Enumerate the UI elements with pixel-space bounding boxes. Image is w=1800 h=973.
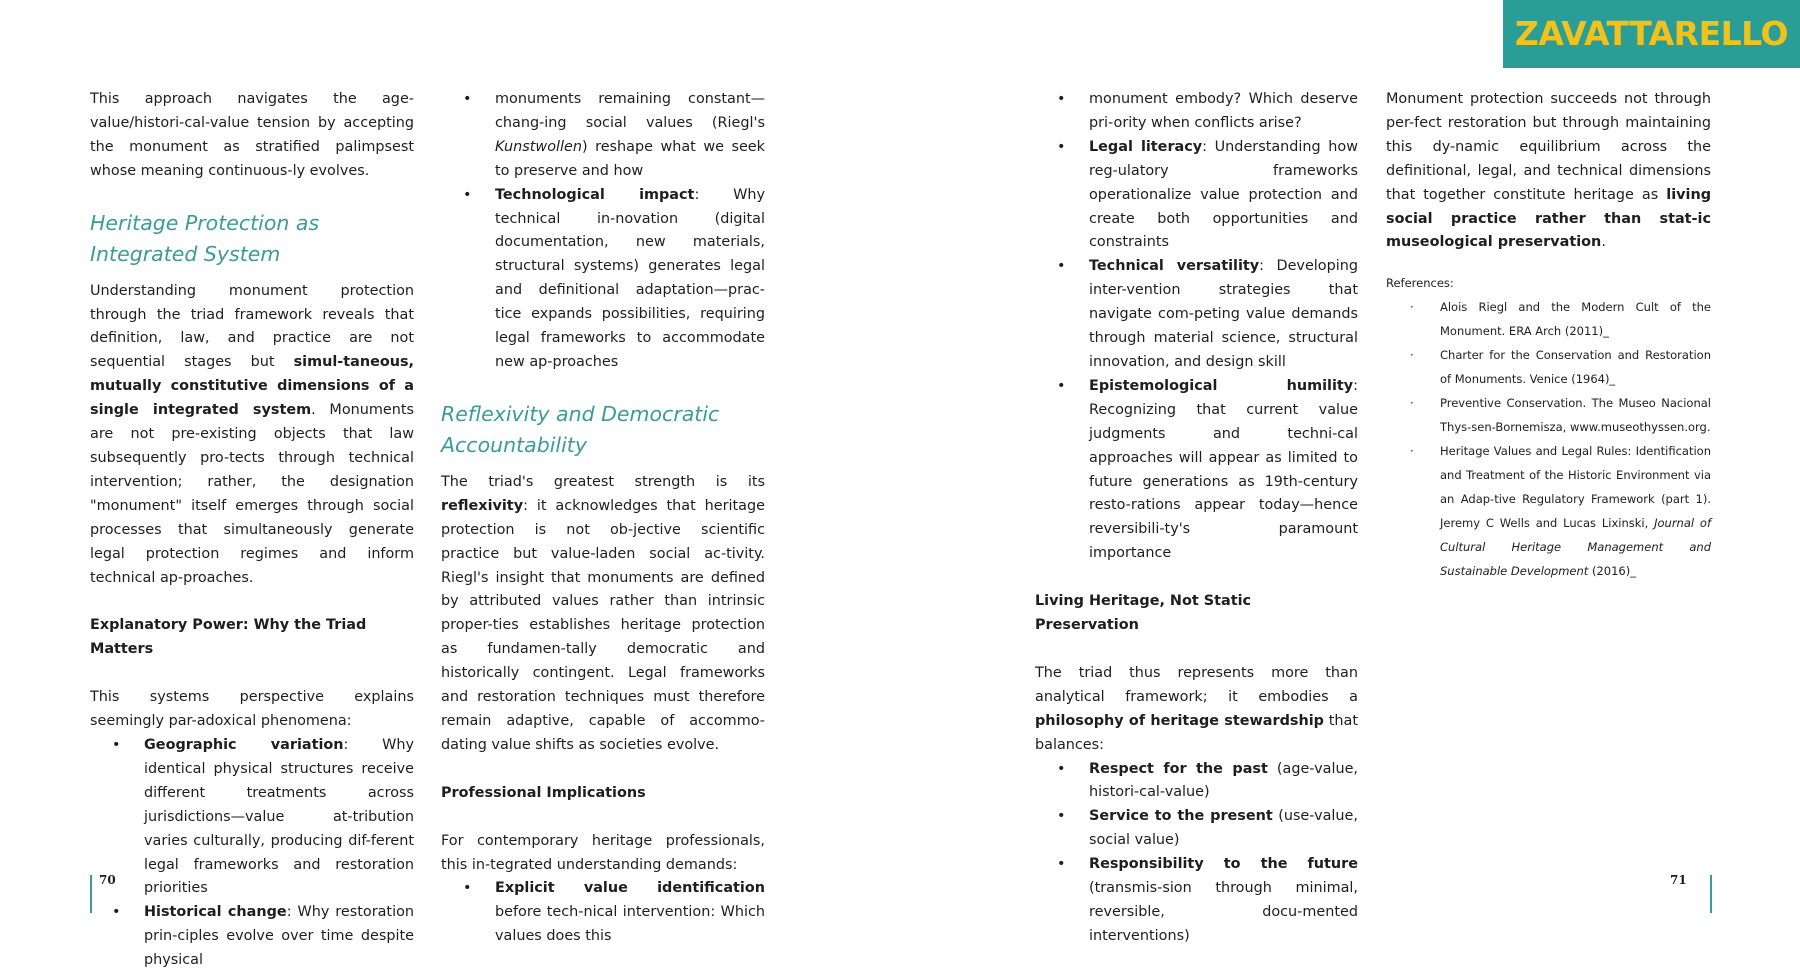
paragraph-intro: This approach navigates the age-value/histori-cal-value tension by accepting the monument as stratified palimpsest whose meaning continuous-ly evolves. bbox=[90, 91, 414, 179]
heading-living-heritage: Living Heritage, Not Static Preservation bbox=[1035, 593, 1252, 634]
paragraph-reflexivity: The triad's greatest strength is its reflexivity: it acknowledges that heritage protection is not ob-jective scientific practice but value-laden social ac-tivity. Riegl's insight that monuments are defined by attributed values rather than intrinsic proper-ties establishes heritage protection as fundamen-tally democratic and historically contingent. Legal frameworks and restoration techniques must therefore remain adaptive, capable of accommo-dating value shifts as societies evolve. bbox=[441, 473, 765, 753]
page-number-left: 70 bbox=[99, 873, 116, 887]
demands-list-continued bbox=[1035, 88, 1358, 566]
phenomena-list-continued bbox=[441, 88, 765, 375]
balances-list bbox=[1035, 758, 1358, 949]
right-column-2 bbox=[1386, 88, 1711, 583]
heading-reflexivity: Reflexivity and Democratic Accountability bbox=[441, 401, 720, 457]
list-item-geographic-variation: • Geographic variation: Why identical physical structures receive different treatments across jurisdictions—value at-tribution varies culturally, producing dif-ferent legal frameworks and restoration priorities bbox=[90, 734, 414, 901]
right-column-1 bbox=[1035, 88, 1358, 949]
heading-explanatory-power: Explanatory Power: Why the Triad Matters bbox=[90, 617, 367, 658]
references-list bbox=[1386, 295, 1711, 583]
paragraph-systems-perspective: This systems perspective explains seemingly par-adoxical phenomena: bbox=[90, 689, 414, 730]
reference-item: · Preventive Conservation. The Museo Nacional Thys-sen-Bornemisza, www.museothyssen.org. bbox=[1386, 391, 1711, 439]
reference-item: · Heritage Values and Legal Rules: Identification and Treatment of the Historic Environment via an Adap-tive Regulatory Framework (part 1). Jeremy C Wells and Lucas Lixinski, Journal of Cultural Heritage Management and Sustainable Development (2016)_ bbox=[1386, 439, 1711, 583]
left-column-1 bbox=[90, 88, 414, 973]
heading-professional-implications: Professional Implications bbox=[441, 784, 646, 801]
heading-integrated-system: Heritage Protection as Integrated System bbox=[90, 210, 320, 266]
page-number-right: 71 bbox=[1670, 873, 1687, 887]
list-item-technological-impact: • Technological impact: Why technical in-novation (digital documentation, new materials, structural systems) generates legal and definitional adaptation—prac-tice expands possibilities, requiring legal frameworks to accommodate new ap-proaches bbox=[441, 184, 765, 375]
list-item-responsibility-future: • Responsibility to the future (transmis-sion through minimal, reversible, docu-mented interventions) bbox=[1035, 853, 1358, 949]
references-label: References: bbox=[1386, 276, 1454, 291]
demands-list bbox=[441, 877, 765, 949]
reference-item: · Alois Riegl and the Modern Cult of the Monument. ERA Arch (2011)_ bbox=[1386, 295, 1711, 343]
right-page-rule bbox=[1710, 875, 1712, 913]
list-item-value-identification: • Explicit value identification before tech-nical intervention: Which values does this bbox=[441, 877, 765, 949]
paragraph-professionals: For contemporary heritage professionals, this in-tegrated understanding demands: bbox=[441, 832, 765, 873]
phenomena-list bbox=[90, 734, 414, 973]
list-item-epistemological-humility: • Epistemological humility: Recognizing that current value judgments and techni-cal approaches will appear as limited to future generations as 19th-century resto-rations appear today—hence reversibili-ty's paramount importance bbox=[1035, 375, 1358, 566]
reference-item: · Charter for the Conservation and Restoration of Monuments. Venice (1964)_ bbox=[1386, 343, 1711, 391]
list-item-historical-change: • Historical change: Why restoration prin-ciples evolve over time despite physical bbox=[90, 901, 414, 973]
list-item-continuation: • monuments remaining constant—chang-ing social values (Riegl's Kunstwollen) reshape what we seek to preserve and how bbox=[441, 88, 765, 184]
list-item-respect-past: • Respect for the past (age-value, histori-cal-value) bbox=[1035, 758, 1358, 806]
paragraph-stewardship: The triad thus represents more than analytical framework; it embodies a philosophy of heritage stewardship that balances: bbox=[1035, 664, 1358, 753]
paragraph-conclusion: Monument protection succeeds not through per-fect restoration but through maintaining this dy-namic equilibrium across the definitional, legal, and technical dimensions that together constitute heritage as living social practice rather than stat-ic museological preservation. bbox=[1386, 91, 1711, 251]
left-column-2 bbox=[441, 88, 765, 949]
brand-banner: ZAVATTARELLO bbox=[1503, 0, 1800, 68]
list-item-continuation-right: • monument embody? Which deserve pri-ority when conflicts arise? bbox=[1035, 88, 1358, 136]
left-page bbox=[0, 0, 900, 969]
paragraph-understanding: Understanding monument protection through the triad framework reveals that definition, law, and practice are not sequential stages but simul-taneous, mutually constitutive dimensions of a single integrated system. Monuments are not pre-existing objects that law subsequently pro-tects through technical intervention; rather, the designation "monument" itself emerges through social processes that simultaneously generate legal protection regimes and inform technical ap-proaches. bbox=[90, 282, 414, 586]
right-page bbox=[900, 0, 1800, 945]
list-item-legal-literacy: • Legal literacy: Understanding how reg-ulatory frameworks operationalize value protection and create both opportunities and constraints bbox=[1035, 136, 1358, 256]
list-item-technical-versatility: • Technical versatility: Developing inter-vention strategies that navigate com-peting value demands through material science, structural innovation, and design skill bbox=[1035, 255, 1358, 375]
list-item-service-present: • Service to the present (use-value, social value) bbox=[1035, 805, 1358, 853]
left-page-rule bbox=[90, 875, 92, 913]
